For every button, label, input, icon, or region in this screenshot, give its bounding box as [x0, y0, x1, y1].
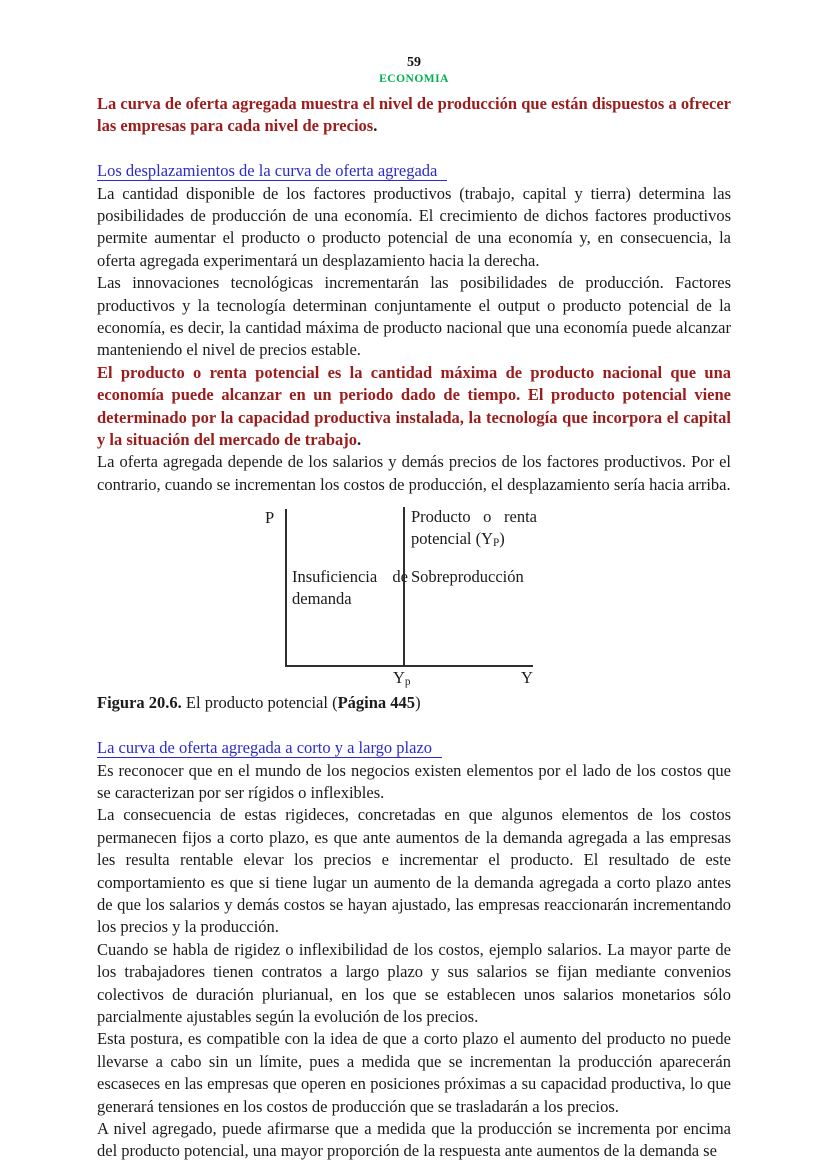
page-header [97, 54, 731, 87]
section2-paragraph-1: Es reconocer que en el mundo de los negocios existen elementos por el lado de los costos que se caracterizan por ser rígidos o inflexibles. [97, 760, 731, 802]
section2-paragraph-4: Esta postura, es compatible con la idea de que a corto plazo el aumento del producto no puede llevarse a cabo sin un límite, pues a medida que se incrementan la producción aparecerán escaseces en las empresas que operen en posiciones próximas a su capacidad productiva, lo que generará tensiones en los costos de producción que se trasladarán a los precios. [97, 1029, 731, 1116]
caption-close: ) [415, 693, 421, 713]
section2-paragraph-5: A nivel agregado, puede afirmarse que a medida que la producción se incrementa por encima del producto potencial, una mayor proporción de la respuesta ante aumentos de la demanda se [97, 1119, 731, 1161]
definition-period: . [357, 430, 362, 450]
definition-text: El producto o renta potencial es la cantidad máxima de producto nacional que una economía puede alcanzar en un periodo dado de tiempo. El producto potencial viene determinado por la capacidad productiva instalada, la tecnología que incorpora el capital y la situación del mercado de trabajo [97, 362, 731, 450]
figure-x-tick-yp [393, 667, 411, 689]
figure-overproduction-label: Sobreproducción [411, 567, 524, 587]
section1-paragraph-3: La oferta agregada depende de los salarios y demás precios de los factores productivos. Por el contrario, cuando se incrementan los costos de producción, el desplazamiento sería hacia arriba. [97, 452, 731, 494]
potential-label-close: ) [499, 529, 505, 549]
lead-text: La curva de oferta agregada muestra el nivel de producción que están dispuestos a ofrecer las empresas para cada nivel de precios [97, 94, 731, 136]
page-number: 59 [407, 55, 421, 70]
section1-heading [97, 160, 731, 182]
figure-plot-area [285, 507, 537, 667]
section1-heading-text: Los desplazamientos de la curva de oferta agregada [97, 161, 447, 181]
section1-paragraph-1: La cantidad disponible de los factores productivos (trabajo, capital y tierra) determina las posibilidades de producción de una economía. El crecimiento de dichos factores productivos permite aumentar el producto o producto potencial de una economía y, en consecuencia, la oferta agregada experimentará un desplazamiento hacia la derecha. [97, 183, 731, 270]
section1-definition-paragraph [97, 362, 731, 452]
figure-y-axis-label: P [265, 508, 275, 528]
spacer [97, 715, 731, 737]
figure-caption [97, 692, 731, 714]
potential-label-text: Producto o renta potencial (Y [411, 507, 537, 549]
section2-heading [97, 737, 731, 759]
lead-period: . [373, 116, 378, 136]
section2-paragraph-3: Cuando se habla de rigidez o inflexibilidad de los costos, ejemplo salarios. La mayor parte de los trabajadores tienen contratos a largo plazo y sus salarios se fijan mediante convenios colectivos de duración plurianual, en los que se establecen unos salarios monetarios sólo parcialmente ajustables según la evolución de los precios. [97, 939, 731, 1026]
x-tick-main: Y [393, 668, 405, 688]
section2-paragraph-2: La consecuencia de estas rigideces, concretadas en que algunos elementos de los costos permanecen fijos a corto plazo, es que ante aumentos de la demanda agregada a las empresas les resulta rentable elevar los precios e incrementar el producto. El resultado de este comportamiento es que si tiene lugar un aumento de la demanda agregada a corto plazo antes de que los salarios y demás costos se hayan ajustado, las empresas reaccionarán incrementando los precios y la producción. [97, 805, 731, 937]
figure-demand-shortfall-label: Insuficiencia de demanda [292, 567, 408, 609]
figure-potential-output-label [411, 506, 537, 550]
figure-20-6 [97, 505, 731, 692]
x-tick-subscript: p [404, 676, 411, 689]
figure-x-axis-label: Y [521, 668, 533, 688]
header-title: ECONOMIA [379, 73, 449, 85]
section1-paragraph-2: Las innovaciones tecnológicas incrementarán las posibilidades de producción. Factores productivos y la tecnología determinan conjuntamente el output o producto potencial de la economía, es decir, la cantidad máxima de producto nacional que una economía puede alcanzar manteniendo el nivel de precios estable. [97, 273, 731, 360]
lead-paragraph [97, 93, 731, 138]
potential-label-subscript: P [493, 537, 500, 550]
section2-heading-text: La curva de oferta agregada a corto y a largo plazo [97, 738, 442, 758]
spacer [97, 138, 731, 160]
caption-figure-number: Figura 20.6. [97, 693, 182, 713]
caption-text: El producto potencial ( [181, 693, 338, 713]
caption-page-ref: Página 445 [337, 693, 416, 713]
